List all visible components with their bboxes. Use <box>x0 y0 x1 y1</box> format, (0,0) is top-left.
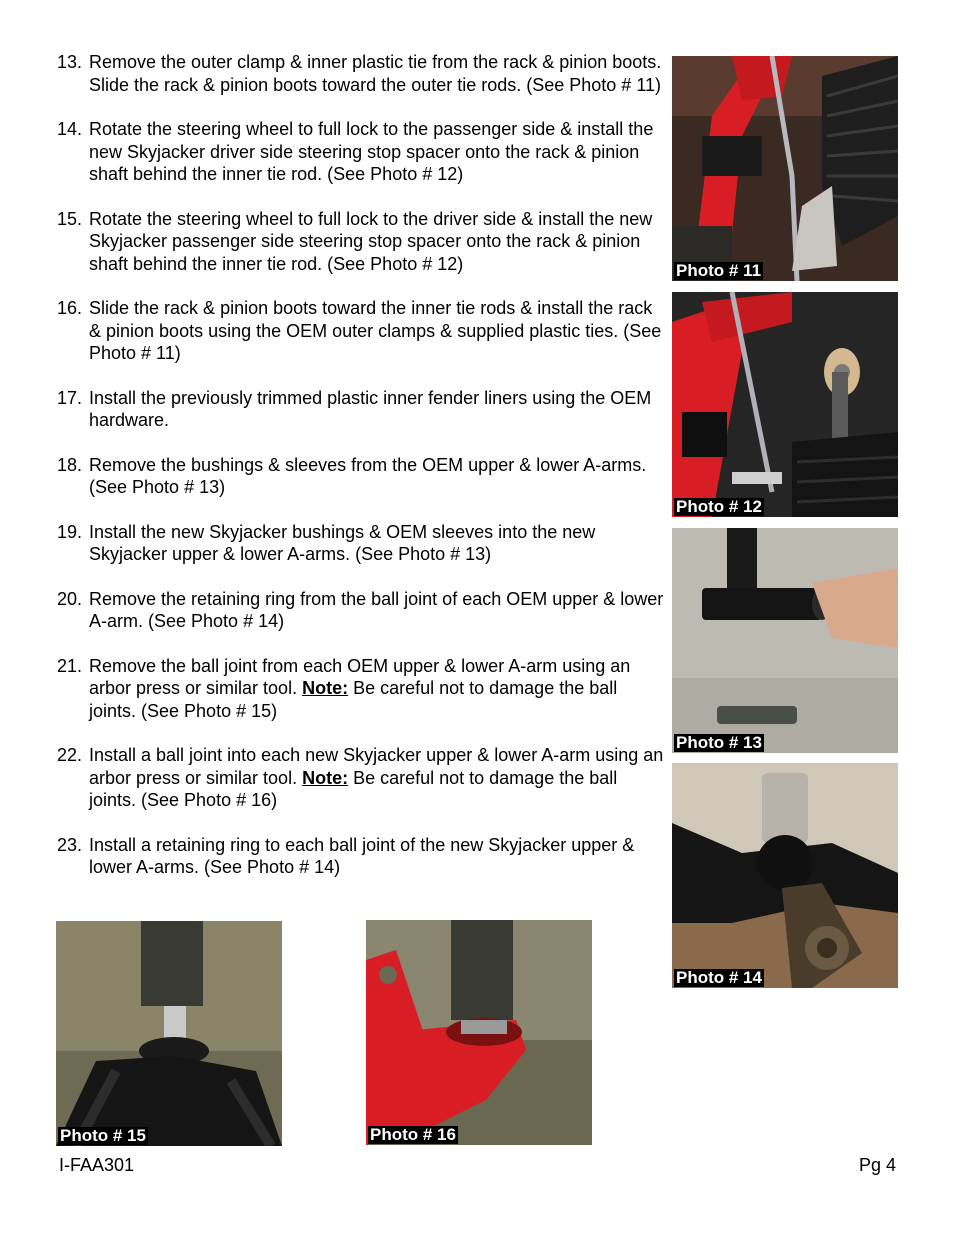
instruction-step <box>57 51 669 96</box>
step-spacer <box>57 96 669 118</box>
instruction-step <box>57 655 669 723</box>
document-id: I-FAA301 <box>59 1155 135 1175</box>
step-number: 19. <box>57 521 83 542</box>
instruction-step <box>57 297 669 365</box>
step-spacer <box>57 812 669 834</box>
note-label: Note: <box>302 678 349 698</box>
instruction-step <box>57 588 669 633</box>
step-spacer <box>57 499 669 521</box>
step-text: Be careful not to damage the ball joints. (See Photo # 16) <box>89 767 618 810</box>
step-number: 14. <box>57 119 83 139</box>
note-label: Note: <box>302 767 349 788</box>
photo-12 <box>672 292 898 517</box>
step-text: Remove the retaining ring from the ball joint of each OEM upper & lower A-arm. (See Photo # 14) <box>89 588 664 631</box>
step-text: Remove the bushings & sleeves from the OEM upper & lower A-arms. (See Photo # 13) <box>89 454 647 497</box>
photo-13-image <box>672 528 898 753</box>
step-number: 22. <box>57 745 83 765</box>
instruction-step <box>57 454 669 499</box>
instruction-step <box>57 387 669 432</box>
step-spacer <box>57 566 669 588</box>
photo-11-image <box>672 56 898 281</box>
photo-14-image <box>672 763 898 988</box>
instruction-step <box>57 834 669 879</box>
instruction-step <box>57 744 669 812</box>
instruction-step <box>57 521 669 566</box>
step-text: Install a retaining ring to each ball joint of the new Skyjacker upper & lower A-arms. (See Photo # 14) <box>89 834 635 877</box>
step-spacer <box>57 432 669 454</box>
step-number: 23. <box>57 834 83 855</box>
step-number: 20. <box>57 588 83 609</box>
photo-14-caption: Photo # 14 <box>676 968 762 987</box>
photo-16 <box>366 920 592 1145</box>
step-text: Install the previously trimmed plastic inner fender liners using the OEM hardware. <box>89 387 652 430</box>
step-text: Remove the outer clamp & inner plastic tie from the rack & pinion boots. Slide the rack & pinion boots toward the outer tie rods. (See Photo # 11) <box>89 52 662 95</box>
step-text: Slide the rack & pinion boots toward the inner tie rods & install the rack & pinion boots using the OEM outer clamps & supplied plastic ties. (See Photo # 11) <box>89 298 662 363</box>
photo-13 <box>672 528 898 753</box>
step-spacer <box>57 722 669 744</box>
photo-15-image <box>56 921 282 1146</box>
photo-14 <box>672 763 898 988</box>
photo-16-image <box>366 920 592 1145</box>
step-spacer <box>57 275 669 297</box>
step-spacer <box>57 186 669 208</box>
step-number: 16. <box>57 298 83 318</box>
photo-15 <box>56 921 282 1146</box>
photo-11 <box>672 56 898 281</box>
step-number: 18. <box>57 454 83 475</box>
step-spacer <box>57 633 669 655</box>
step-text: Rotate the steering wheel to full lock to the driver side & install the new Skyjacker passenger side steering stop spacer onto the rack & pinion shaft behind the inner tie rod. (See Photo # 12) <box>89 208 653 274</box>
photo-12-caption: Photo # 12 <box>676 497 762 516</box>
step-text: Rotate the steering wheel to full lock to the passenger side & install the new Skyjacker driver side steering stop spacer onto the rack & pinion shaft behind the inner tie rod. (See Photo # 12) <box>89 119 654 184</box>
step-spacer <box>57 365 669 387</box>
photo-13-caption: Photo # 13 <box>676 733 762 752</box>
photo-12-image <box>672 292 898 517</box>
step-number: 17. <box>57 387 83 408</box>
step-text: Be careful not to damage the ball joints. (See Photo # 15) <box>89 678 618 721</box>
step-text: Install the new Skyjacker bushings & OEM sleeves into the new Skyjacker upper & lower A-arms. (See Photo # 13) <box>89 521 596 564</box>
instruction-list <box>57 51 669 879</box>
step-number: 15. <box>57 208 83 229</box>
step-text: Remove the ball joint from each OEM upper & lower A-arm using an arbor press or similar tool. <box>89 655 631 698</box>
instruction-step <box>57 208 669 276</box>
photo-11-caption: Photo # 11 <box>676 261 762 280</box>
photo-16-caption: Photo # 16 <box>370 1125 456 1144</box>
instruction-step <box>57 118 669 186</box>
photo-15-caption: Photo # 15 <box>60 1126 146 1145</box>
page-number: Pg 4 <box>858 1155 896 1175</box>
step-number: 21. <box>57 655 83 676</box>
step-number: 13. <box>57 52 83 72</box>
step-text: Install a ball joint into each new Skyjacker upper & lower A-arm using an arbor press or similar tool. <box>89 745 664 788</box>
